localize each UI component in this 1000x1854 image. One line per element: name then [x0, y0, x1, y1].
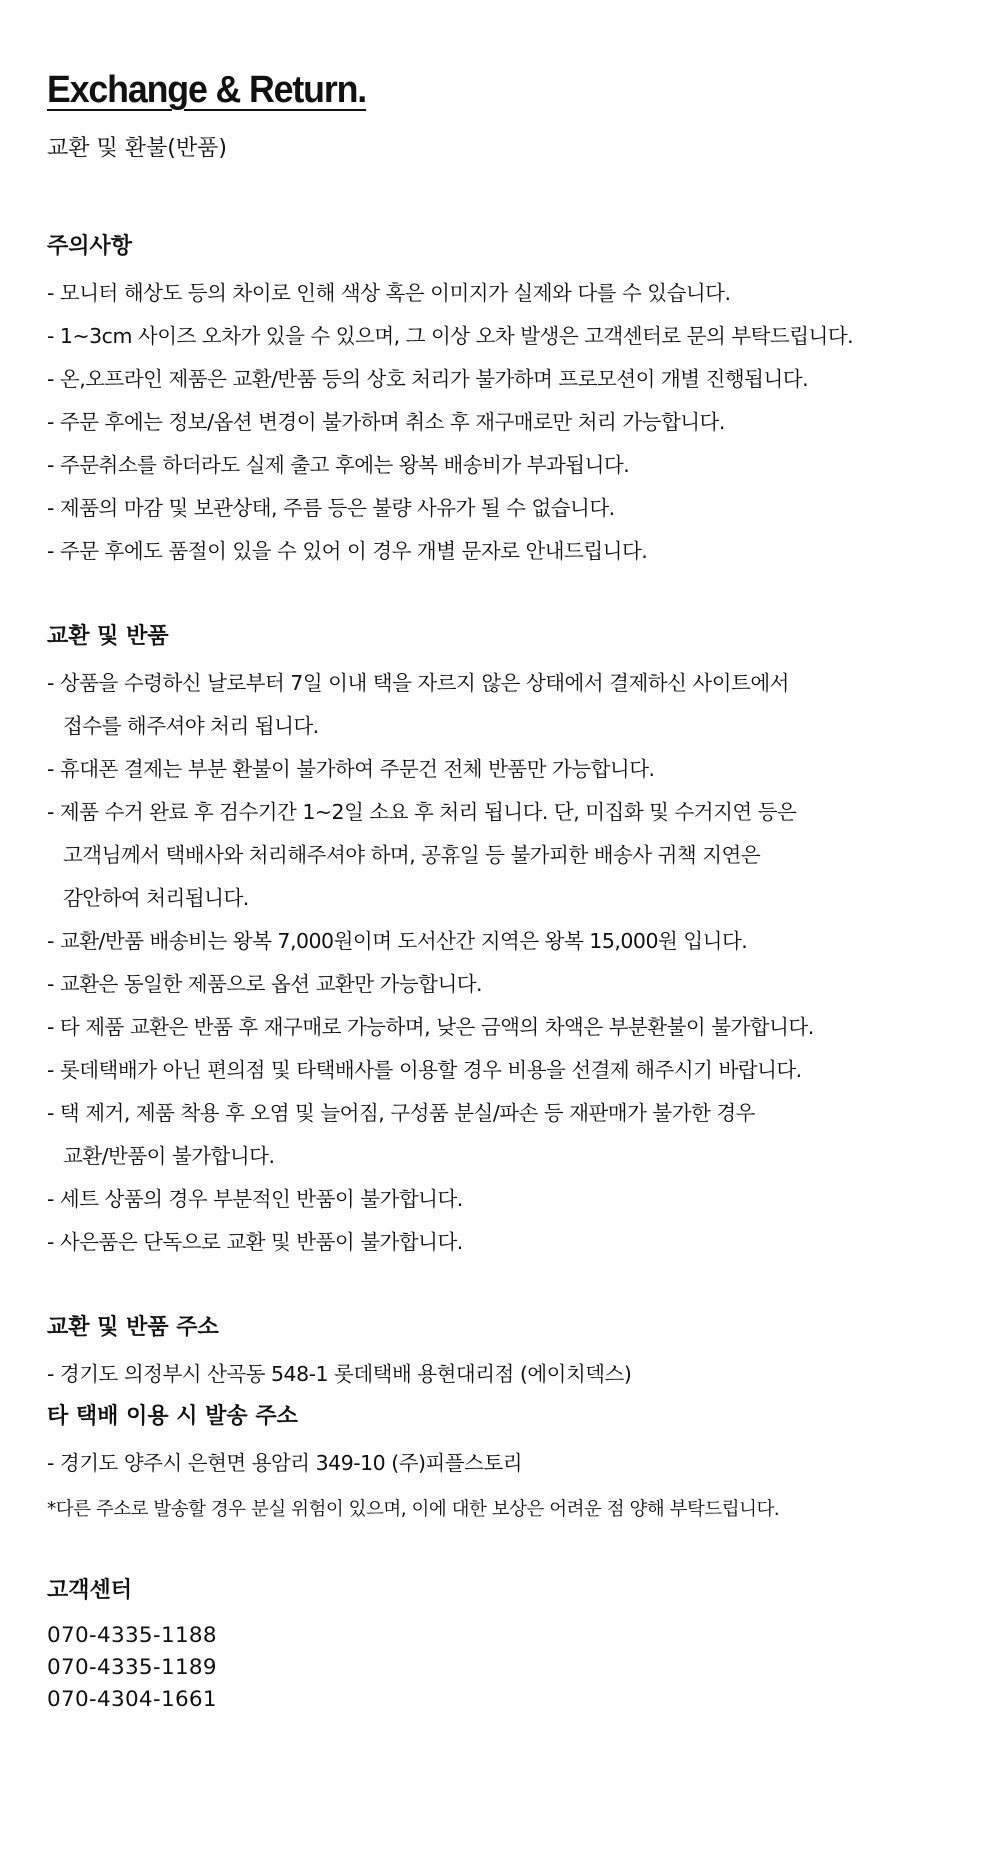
exchange-item: - 휴대폰 결제는 부분 환불이 불가하여 주문건 전체 반품만 가능합니다.	[47, 757, 655, 781]
exchange-item: - 타 제품 교환은 반품 후 재구매로 가능하며, 낮은 금액의 차액은 부분환불이 불가합니다.	[47, 1015, 814, 1039]
customer-center-heading: 고객센터	[47, 1578, 133, 1603]
caution-list	[47, 272, 953, 573]
page-subtitle: 교환 및 환불(반품)	[47, 136, 227, 161]
exchange-heading: 교환 및 반품	[47, 624, 169, 649]
exchange-item-continuation: 감안하여 처리됩니다.	[63, 886, 249, 910]
exchange-item-continuation: 교환/반품이 불가합니다.	[63, 1144, 275, 1168]
caution-item: - 온,오프라인 제품은 교환/반품 등의 상호 처리가 불가하며 프로모션이 개별 진행됩니다.	[47, 367, 809, 391]
exchange-item: - 교환은 동일한 제품으로 옵션 교환만 가능합니다.	[47, 972, 483, 996]
exchange-list	[47, 662, 953, 1264]
exchange-item: - 세트 상품의 경우 부분적인 반품이 불가합니다.	[47, 1187, 463, 1211]
customer-center-section	[47, 1574, 953, 1716]
caution-item: - 주문 후에는 정보/옵션 변경이 불가하며 취소 후 재구매로만 처리 가능합니다.	[47, 410, 725, 434]
return-address-section	[47, 1311, 953, 1396]
exchange-item: - 사은품은 단독으로 교환 및 반품이 불가합니다.	[47, 1230, 463, 1254]
shipping-warning-note: *다른 주소로 발송할 경우 분실 위험이 있으며, 이에 대한 보상은 어려운 점 양해 부탁드립니다.	[47, 1499, 780, 1520]
exchange-item: - 택 제거, 제품 착용 후 오염 및 늘어짐, 구성품 분실/파손 등 재판매가 불가한 경우	[47, 1101, 755, 1125]
exchange-section	[47, 620, 953, 1264]
caution-item: - 주문취소를 하더라도 실제 출고 후에는 왕복 배송비가 부과됩니다.	[47, 453, 630, 477]
exchange-item-continuation: 고객님께서 택배사와 처리해주셔야 하며, 공휴일 등 불가피한 배송사 귀책 지연은	[63, 843, 761, 867]
phone-list	[47, 1620, 953, 1716]
exchange-item: - 교환/반품 배송비는 왕복 7,000원이며 도서산간 지역은 왕복 15,000원 입니다.	[47, 929, 748, 953]
exchange-item: - 제품 수거 완료 후 검수기간 1~2일 소요 후 처리 됩니다. 단, 미집화 및 수거지연 등은	[47, 800, 797, 824]
phone-number: 070-4304-1661	[47, 1687, 217, 1712]
caution-item: - 모니터 해상도 등의 차이로 인해 색상 혹은 이미지가 실제와 다를 수 있습니다.	[47, 281, 731, 305]
other-courier-heading: 타 택배 이용 시 발송 주소	[47, 1404, 298, 1429]
phone-number: 070-4335-1189	[47, 1655, 217, 1680]
exchange-item-continuation: 접수를 해주셔야 처리 됩니다.	[63, 714, 319, 738]
page-title: Exchange & Return.	[47, 69, 367, 111]
exchange-item: - 상품을 수령하신 날로부터 7일 이내 택을 자르지 않은 상태에서 결제하신 사이트에서	[47, 671, 789, 695]
caution-item: - 주문 후에도 품절이 있을 수 있어 이 경우 개별 문자로 안내드립니다.	[47, 539, 648, 563]
other-courier-address-line: - 경기도 양주시 은현면 용암리 349-10 (주)피플스토리	[47, 1451, 523, 1475]
other-courier-section	[47, 1400, 953, 1527]
exchange-item: - 롯데택배가 아닌 편의점 및 타택배사를 이용할 경우 비용을 선결제 해주시기 바랍니다.	[47, 1058, 802, 1082]
return-address-heading: 교환 및 반품 주소	[47, 1315, 219, 1340]
caution-section	[47, 230, 953, 573]
caution-item: - 1~3cm 사이즈 오차가 있을 수 있으며, 그 이상 오차 발생은 고객센터로 문의 부탁드립니다.	[47, 324, 854, 348]
caution-heading: 주의사항	[47, 234, 133, 259]
caution-item: - 제품의 마감 및 보관상태, 주름 등은 불량 사유가 될 수 없습니다.	[47, 496, 615, 520]
return-address-line: - 경기도 의정부시 산곡동 548-1 롯데택배 용현대리점 (에이치덱스)	[47, 1362, 632, 1386]
phone-number: 070-4335-1188	[47, 1623, 217, 1648]
